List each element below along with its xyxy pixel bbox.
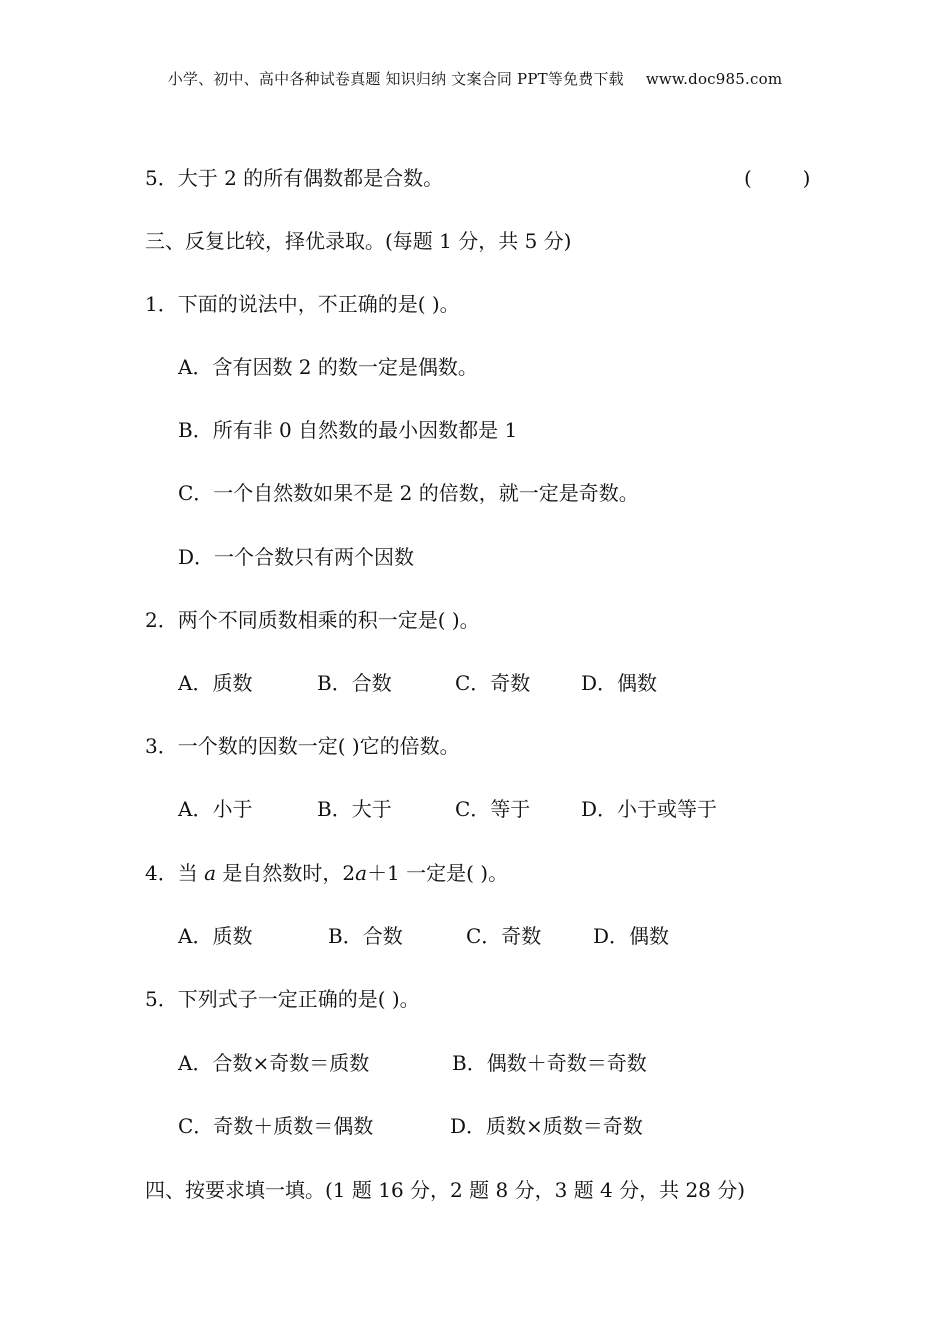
q5-stem: 5．下列式子一定正确的是( )。 bbox=[145, 987, 420, 1011]
q2-option-b: B．合数 bbox=[317, 671, 392, 695]
q5-option-c: C．奇数＋质数＝偶数 bbox=[178, 1114, 374, 1138]
q4-option-d: D．偶数 bbox=[593, 924, 670, 948]
q3-option-c: C．等于 bbox=[455, 797, 531, 821]
q4-option-c: C．奇数 bbox=[466, 924, 542, 948]
q4-variable-a-2: a bbox=[355, 861, 368, 885]
q1-stem: 1．下面的说法中，不正确的是( )。 bbox=[145, 292, 460, 316]
judge-answer-paren: ( ) bbox=[744, 166, 811, 190]
q1-option-b: B．所有非 0 自然数的最小因数都是 1 bbox=[178, 418, 518, 442]
q1-option-d: D．一个合数只有两个因数 bbox=[178, 545, 415, 569]
q4-stem bbox=[145, 859, 508, 887]
q5-option-b: B．偶数＋奇数＝奇数 bbox=[452, 1051, 647, 1075]
q5-option-a: A．合数×奇数＝质数 bbox=[178, 1051, 370, 1075]
q3-option-b: B．大于 bbox=[317, 797, 392, 821]
q2-option-c: C．奇数 bbox=[455, 671, 531, 695]
q2-option-a: A．质数 bbox=[178, 671, 253, 695]
section-3-title: 三、反复比较，择优录取。(每题 1 分，共 5 分) bbox=[145, 229, 572, 253]
q5-option-d: D．质数×质数＝奇数 bbox=[450, 1114, 643, 1138]
q4-option-a: A．质数 bbox=[178, 924, 253, 948]
q2-stem: 2．两个不同质数相乘的积一定是( )。 bbox=[145, 608, 480, 632]
q4-stem-pre: 4．当 bbox=[145, 861, 205, 885]
header-site: www.doc985.com bbox=[645, 70, 783, 88]
q3-option-a: A．小于 bbox=[178, 797, 253, 821]
q4-stem-post: ＋1 一定是( )。 bbox=[367, 861, 509, 885]
page-header bbox=[0, 68, 950, 89]
q4-variable-a: a bbox=[204, 861, 217, 885]
q3-option-d: D．小于或等于 bbox=[581, 797, 718, 821]
q1-option-a: A．含有因数 2 的数一定是偶数。 bbox=[178, 355, 478, 379]
q2-option-d: D．偶数 bbox=[581, 671, 658, 695]
section-4-title: 四、按要求填一填。(1 题 16 分，2 题 8 分，3 题 4 分，共 28 分) bbox=[145, 1178, 746, 1202]
q3-stem: 3．一个数的因数一定( )它的倍数。 bbox=[145, 734, 460, 758]
q4-stem-mid: 是自然数时，2 bbox=[216, 861, 356, 885]
judge-question-5: 5．大于 2 的所有偶数都是合数。 bbox=[145, 166, 444, 190]
q4-option-b: B．合数 bbox=[328, 924, 403, 948]
q1-option-c: C．一个自然数如果不是 2 的倍数，就一定是奇数。 bbox=[178, 481, 639, 505]
header-text: 小学、初中、高中各种试卷真题 知识归纳 文案合同 PPT等免费下载 bbox=[167, 70, 624, 88]
